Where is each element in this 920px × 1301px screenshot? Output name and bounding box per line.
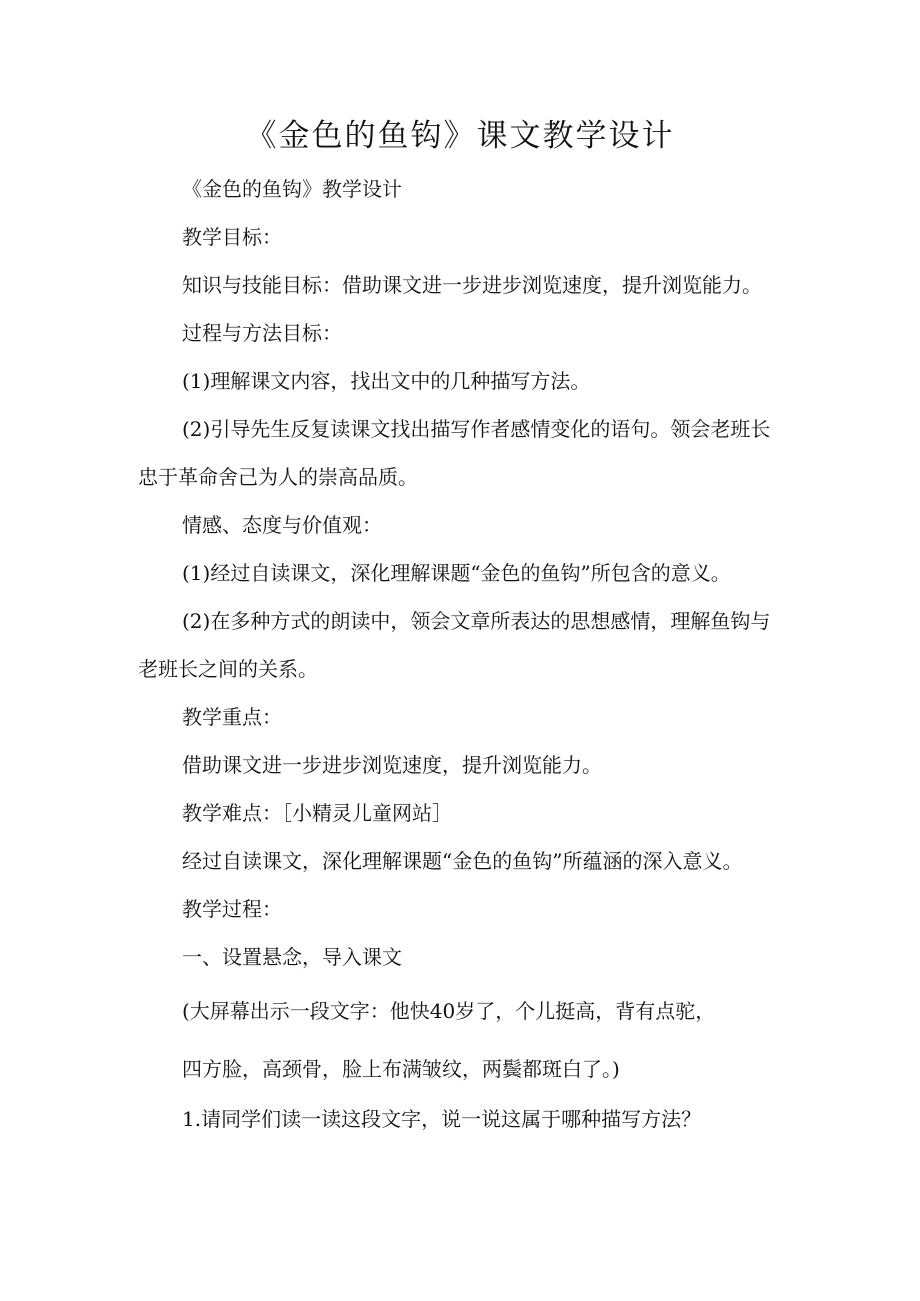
question-1: 1.请同学们读一读这段文字，说一说这属于哪种描写方法？ xyxy=(182,1107,702,1131)
heading-teaching-process: 教学过程： xyxy=(182,897,282,921)
section-1-heading: 一、设置悬念，导入课文 xyxy=(182,945,402,969)
knowledge-skill-objective: 知识与技能目标：借助课文进一步进步浏览速度，提升浏览能力。 xyxy=(182,273,762,297)
document-title: 《金色的鱼钩》课文教学设计 xyxy=(245,118,675,154)
heading-key-points: 教学重点： xyxy=(182,705,282,729)
emotion-item-2: (2)在多种方式的朗读中，领会文章所表达的思想感情，理解鱼钩与 xyxy=(182,609,771,633)
subtitle: 《金色的鱼钩》教学设计 xyxy=(182,177,402,201)
process-item-1: (1)理解课文内容，找出文中的几种描写方法。 xyxy=(182,369,591,393)
process-item-2-continued: 忠于革命舍己为人的崇高品质。 xyxy=(138,465,418,489)
screen-text-line-2: 四方脸，高颈骨，脸上布满皱纹，两鬓都斑白了。) xyxy=(182,1057,620,1081)
screen-text-line-1: (大屏幕出示一段文字：他快40岁了，个儿挺高，背有点驼， xyxy=(182,999,716,1023)
heading-emotion-values: 情感、态度与价值观： xyxy=(182,513,382,537)
key-points-text: 借助课文进一步进步浏览速度，提升浏览能力。 xyxy=(182,753,602,777)
heading-teaching-objectives: 教学目标： xyxy=(182,225,282,249)
difficulties-text: 经过自读课文，深化理解课题“金色的鱼钩”所蕴涵的深入意义。 xyxy=(182,849,743,873)
heading-difficulties: 教学难点：［小精灵儿童网站］ xyxy=(182,801,452,825)
emotion-item-2-continued: 老班长之间的关系。 xyxy=(138,657,318,681)
heading-process-method: 过程与方法目标： xyxy=(182,321,342,345)
emotion-item-1: (1)经过自读课文，深化理解课题“金色的鱼钩”所包含的意义。 xyxy=(182,561,731,585)
process-item-2: (2)引导先生反复读课文找出描写作者感情变化的语句。领会老班长 xyxy=(182,417,771,441)
